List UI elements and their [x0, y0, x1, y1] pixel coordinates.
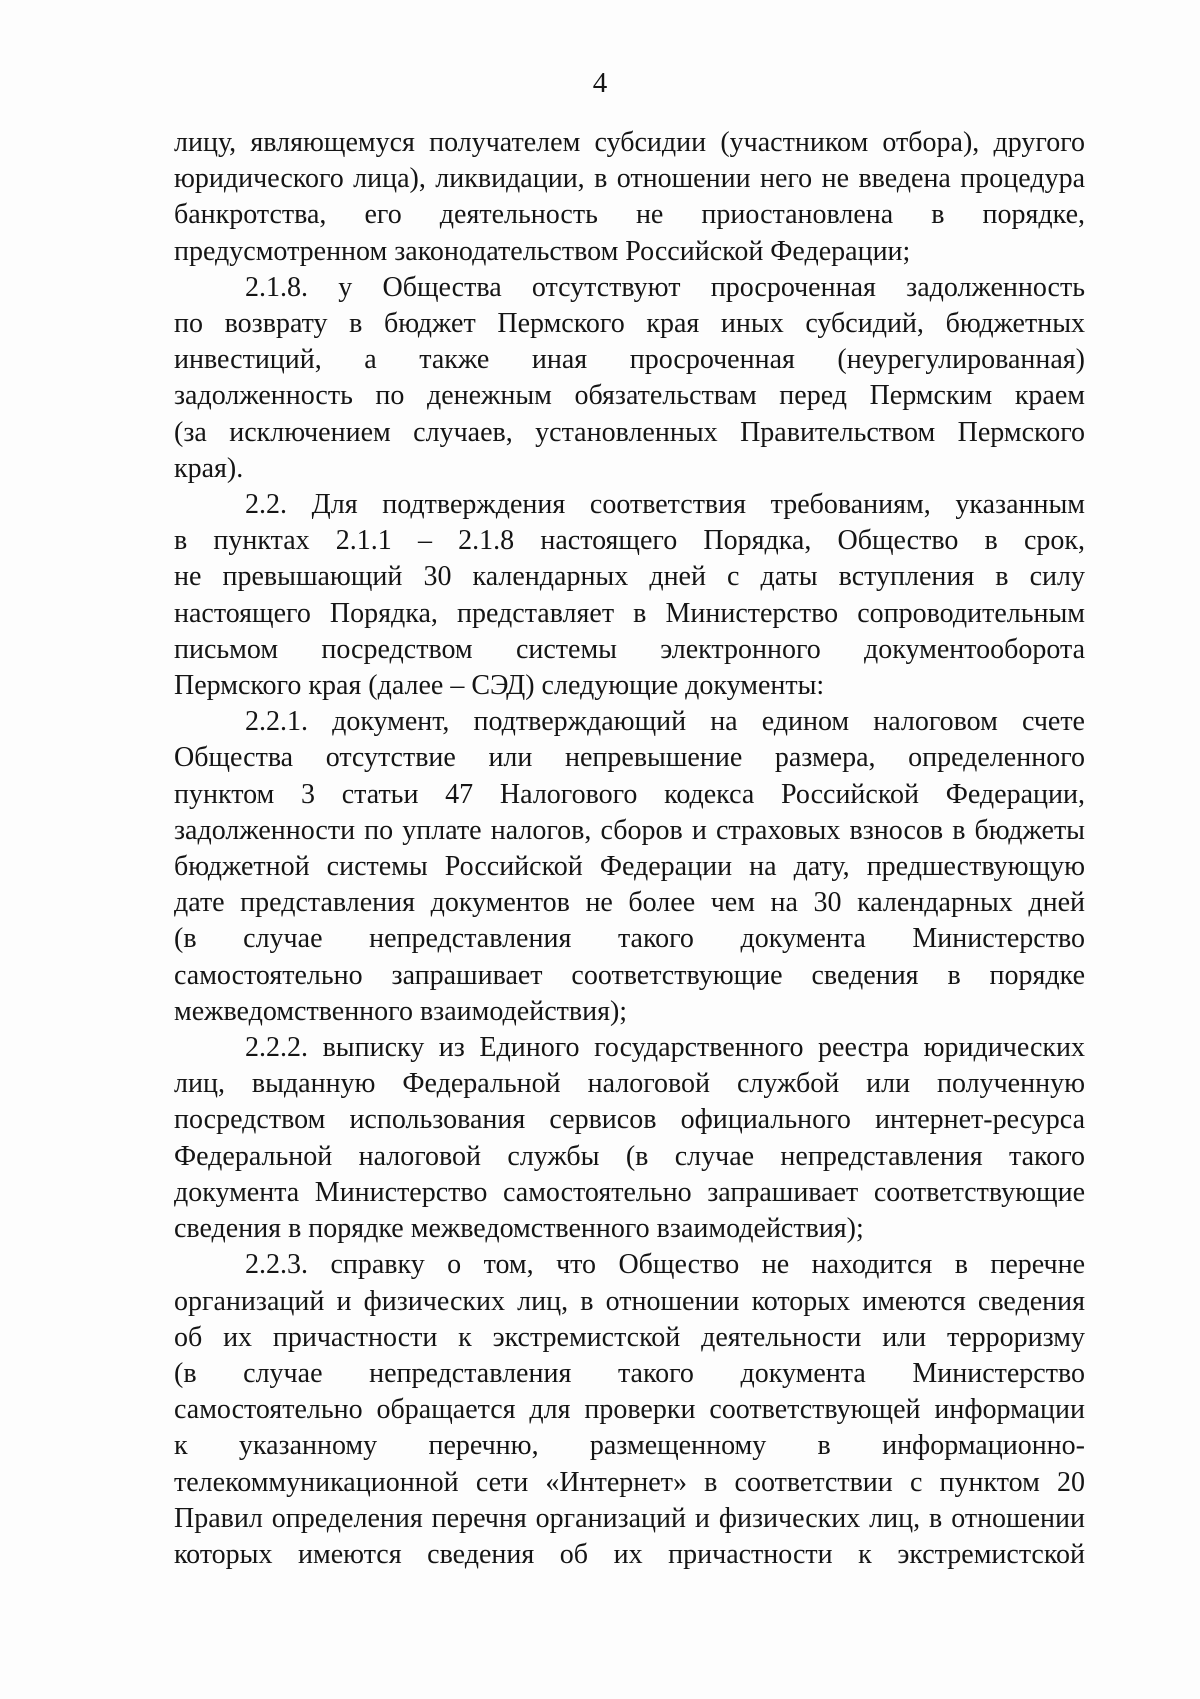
text-line: межведомственного взаимодействия);	[174, 995, 628, 1027]
text-line: самостоятельно запрашивает соответствующие сведения в порядке	[174, 959, 1085, 991]
text-line: сведения в порядке межведомственного взаимодействия);	[174, 1213, 864, 1245]
text-line: Пермского края (далее – СЭД) следующие документы:	[174, 670, 825, 702]
text-line: 2.2.3. справку о том, что Общество не находится в перечне	[245, 1249, 1085, 1281]
text-line: 2.2. Для подтверждения соответствия требованиям, указанным	[245, 489, 1085, 521]
text-line: дате представления документов не более чем на 30 календарных дней	[174, 887, 1085, 919]
text-line: задолженность по денежным обязательствам перед Пермским краем	[174, 380, 1085, 412]
text-line: пунктом 3 статьи 47 Налогового кодекса Российской Федерации,	[174, 778, 1085, 810]
text-line: банкротства, его деятельность не приостановлена в порядке,	[174, 199, 1085, 231]
text-line: (в случае непредставления такого документа Министерство	[174, 1357, 1085, 1389]
text-line: 2.1.8. у Общества отсутствуют просроченная задолженность	[245, 271, 1085, 303]
text-line: телекоммуникационной сети «Интернет» в соответствии с пунктом 20	[174, 1466, 1085, 1498]
text-line: задолженности по уплате налогов, сборов и страховых взносов в бюджеты	[174, 814, 1085, 846]
text-line: Общества отсутствие или непревышение размера, определенного	[174, 742, 1085, 774]
text-line: 2.2.2. выписку из Единого государственного реестра юридических	[245, 1032, 1085, 1064]
text-line: Правил определения перечня организаций и физических лиц, в отношении	[174, 1502, 1085, 1534]
text-line: в пунктах 2.1.1 – 2.1.8 настоящего Порядка, Общество в срок,	[174, 525, 1085, 557]
page-number: 4	[592, 67, 608, 99]
text-line: по возврату в бюджет Пермского края иных субсидий, бюджетных	[174, 308, 1085, 340]
text-line: инвестиций, а также иная просроченная (неурегулированная)	[174, 344, 1085, 376]
text-line: организаций и физических лиц, в отношении которых имеются сведения	[174, 1285, 1085, 1317]
text-line: которых имеются сведения об их причастности к экстремистской	[174, 1538, 1085, 1570]
text-line: (за исключением случаев, установленных Правительством Пермского	[174, 416, 1085, 448]
text-line: (в случае непредставления такого документа Министерство	[174, 923, 1085, 955]
text-line: Федеральной налоговой службы (в случае непредставления такого	[174, 1140, 1085, 1172]
text-line: об их причастности к экстремистской деятельности или терроризму	[174, 1321, 1085, 1353]
text-line: предусмотренном законодательством Российской Федерации;	[174, 235, 911, 267]
text-line: самостоятельно обращается для проверки соответствующей информации	[174, 1394, 1085, 1426]
text-line: юридического лица), ликвидации, в отношении него не введена процедура	[174, 163, 1085, 195]
document-body	[174, 125, 1085, 1573]
text-line: лицу, являющемуся получателем субсидии (участником отбора), другого	[174, 127, 1085, 158]
text-line: посредством использования сервисов официального интернет-ресурса	[174, 1104, 1085, 1136]
text-line: не превышающий 30 календарных дней с даты вступления в силу	[174, 561, 1085, 593]
text-line: письмом посредством системы электронного документооборота	[174, 633, 1085, 665]
text-line: лиц, выданную Федеральной налоговой службой или полученную	[174, 1068, 1085, 1100]
text-line: настоящего Порядка, представляет в Министерство сопроводительным	[174, 597, 1085, 629]
text-line: края).	[174, 452, 244, 484]
text-line: документа Министерство самостоятельно запрашивает соответствующие	[174, 1176, 1085, 1208]
text-line: бюджетной системы Российской Федерации на дату, предшествующую	[174, 851, 1085, 883]
text-line: к указанному перечню, размещенному в информационно-	[174, 1430, 1085, 1462]
text-line: 2.2.1. документ, подтверждающий на едином налоговом счете	[245, 706, 1085, 738]
